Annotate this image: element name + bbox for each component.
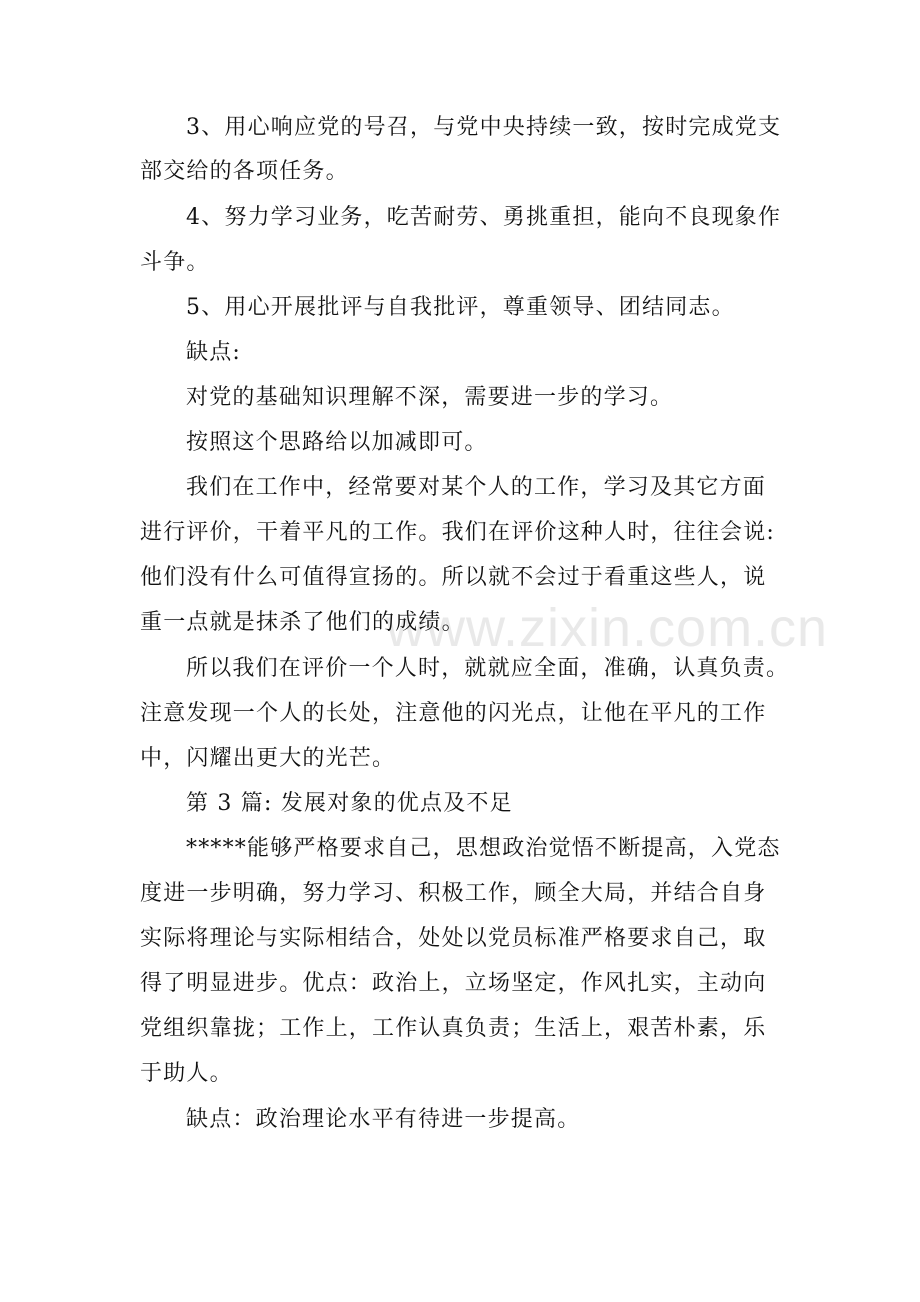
paragraph-line: 度进一步明确，努力学习、积极工作，顾全大局，并结合自身 (140, 881, 767, 906)
paragraph-line: 实际将理论与实际相结合，处处以党员标准严格要求自己，取 (140, 926, 767, 951)
paragraph-line: 党组织靠拢；工作上，工作认真负责；生活上，艰苦朴素，乐 (140, 1016, 767, 1041)
section-heading: 第 3 篇: 发展对象的优点及不足 (186, 791, 513, 816)
paragraph-line: 缺点：政治理论水平有待进一步提高。 (186, 1107, 581, 1132)
paragraph-line: 他们没有什么可值得宣扬的。所以就不会过于看重这些人，说 (140, 565, 767, 590)
paragraph-line: 缺点: (186, 340, 242, 365)
paragraph-line: 于助人。 (140, 1061, 233, 1086)
paragraph-line: 中，闪耀出更大的光芒。 (140, 746, 396, 771)
watermark: www.zixin.com.cn (386, 598, 829, 658)
paragraph-line: 3、用心响应党的号召，与党中央持续一致，按时完成党支 (186, 115, 782, 140)
paragraph-line: 重一点就是抹杀了他们的成绩。 (140, 610, 465, 635)
paragraph-line: 所以我们在评价一个人时，就就应全面，准确，认真负责。 (186, 656, 790, 681)
paragraph-line: 我们在工作中，经常要对某个人的工作，学习及其它方面 (186, 475, 767, 500)
paragraph-line: 斗争。 (140, 250, 210, 275)
paragraph-line: 注意发现一个人的长处，注意他的闪光点，让他在平凡的工作 (140, 701, 767, 726)
paragraph-line: 4、努力学习业务，吃苦耐劳、勇挑重担，能向不良现象作 (186, 205, 782, 230)
paragraph-line: 对党的基础知识理解不深，需要进一步的学习。 (186, 385, 674, 410)
paragraph-line: 部交给的各项任务。 (140, 159, 349, 184)
paragraph-line: 得了明显进步。优点：政治上，立场坚定，作风扎实，主动向 (140, 971, 767, 996)
paragraph-line: *****能够严格要求自己，思想政治觉悟不断提高，入党态 (186, 836, 781, 861)
paragraph-line: 按照这个思路给以加减即可。 (186, 430, 488, 455)
paragraph-line: 进行评价，干着平凡的工作。我们在评价这种人时，往往会说: (140, 520, 776, 545)
paragraph-line: 5、用心开展批评与自我批评，尊重领导、团结同志。 (186, 295, 735, 320)
